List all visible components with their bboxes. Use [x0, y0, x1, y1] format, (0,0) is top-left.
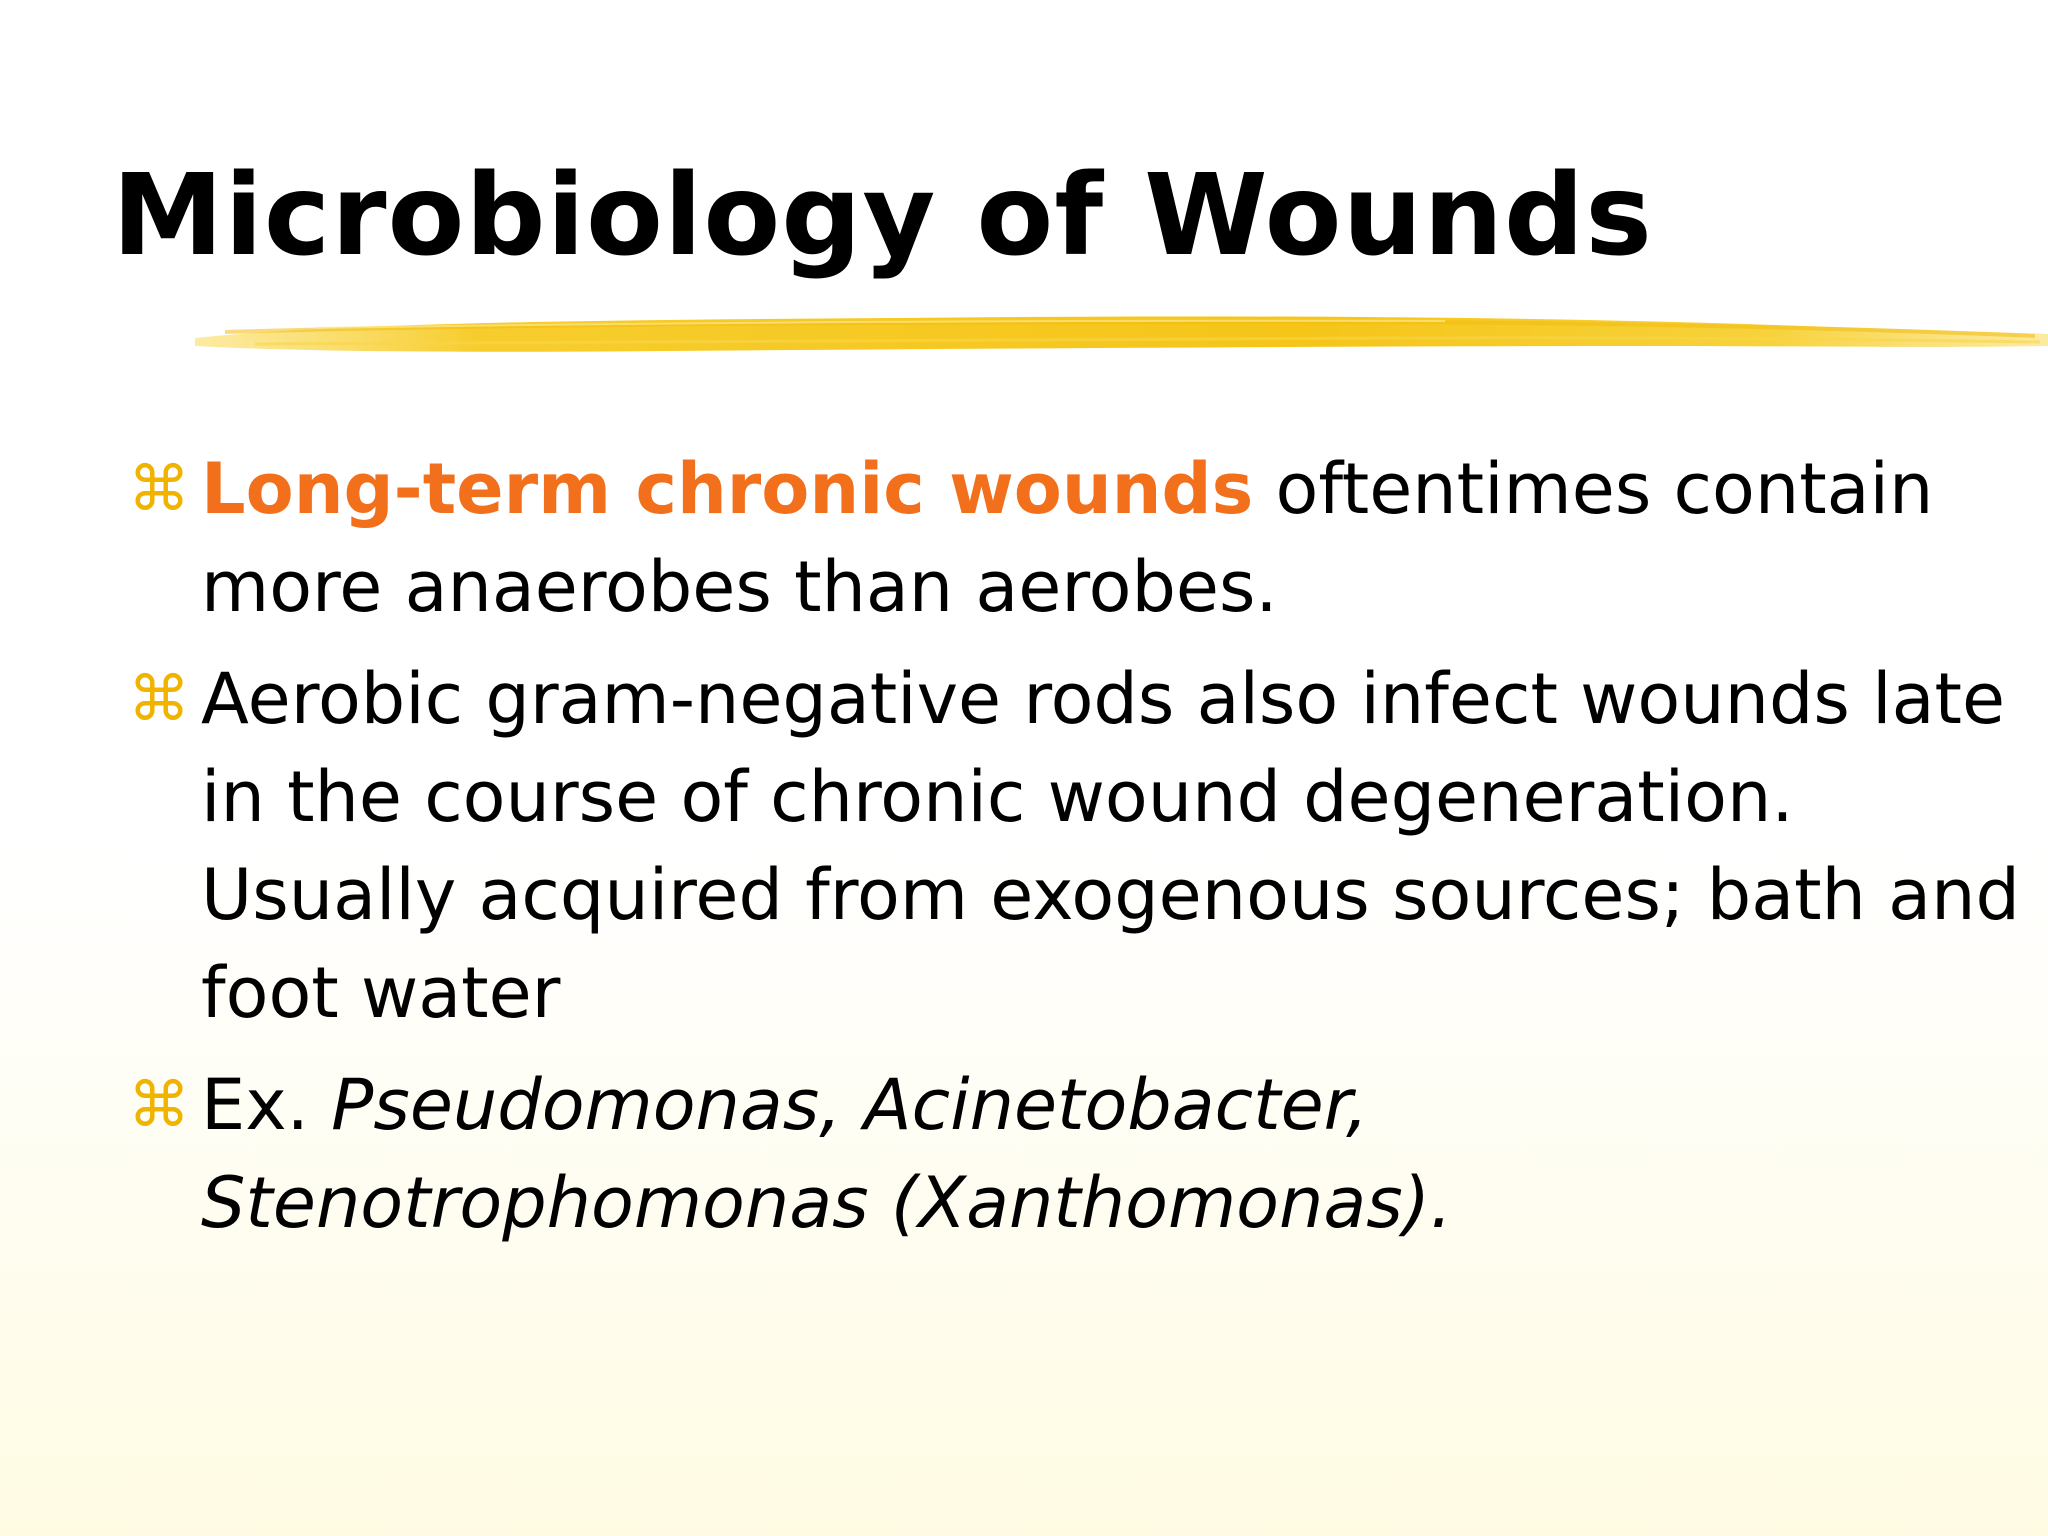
bullet-list [128, 440, 2028, 1266]
command-key-bullet-icon: ⌘ [128, 662, 190, 735]
example-prefix: Ex. [201, 1064, 332, 1146]
command-key-bullet-icon: ⌘ [128, 1068, 190, 1141]
bullet-text: Aerobic gram-negative rods also infect wounds late in the course of chronic wound degeneration. Usually acquired from exogenous sources; bath and foot water [201, 658, 2020, 1034]
highlighted-term: Long-term chronic wounds [201, 448, 1254, 530]
bullet-text: oftentimes contain more anaerobes than aerobes. [201, 448, 1934, 628]
species-names: Pseudomonas, Acinetobacter, Stenotrophomonas (Xanthomonas). [201, 1064, 1453, 1244]
bullet-item-gram-negative-rods [128, 650, 2028, 1042]
command-key-bullet-icon: ⌘ [128, 452, 190, 525]
bullet-item-examples [128, 1056, 2028, 1252]
slide-title: Microbiology of Wounds [112, 151, 1653, 281]
title-underline-brushstroke [195, 302, 2048, 374]
bullet-item-chronic-wounds [128, 440, 2028, 636]
